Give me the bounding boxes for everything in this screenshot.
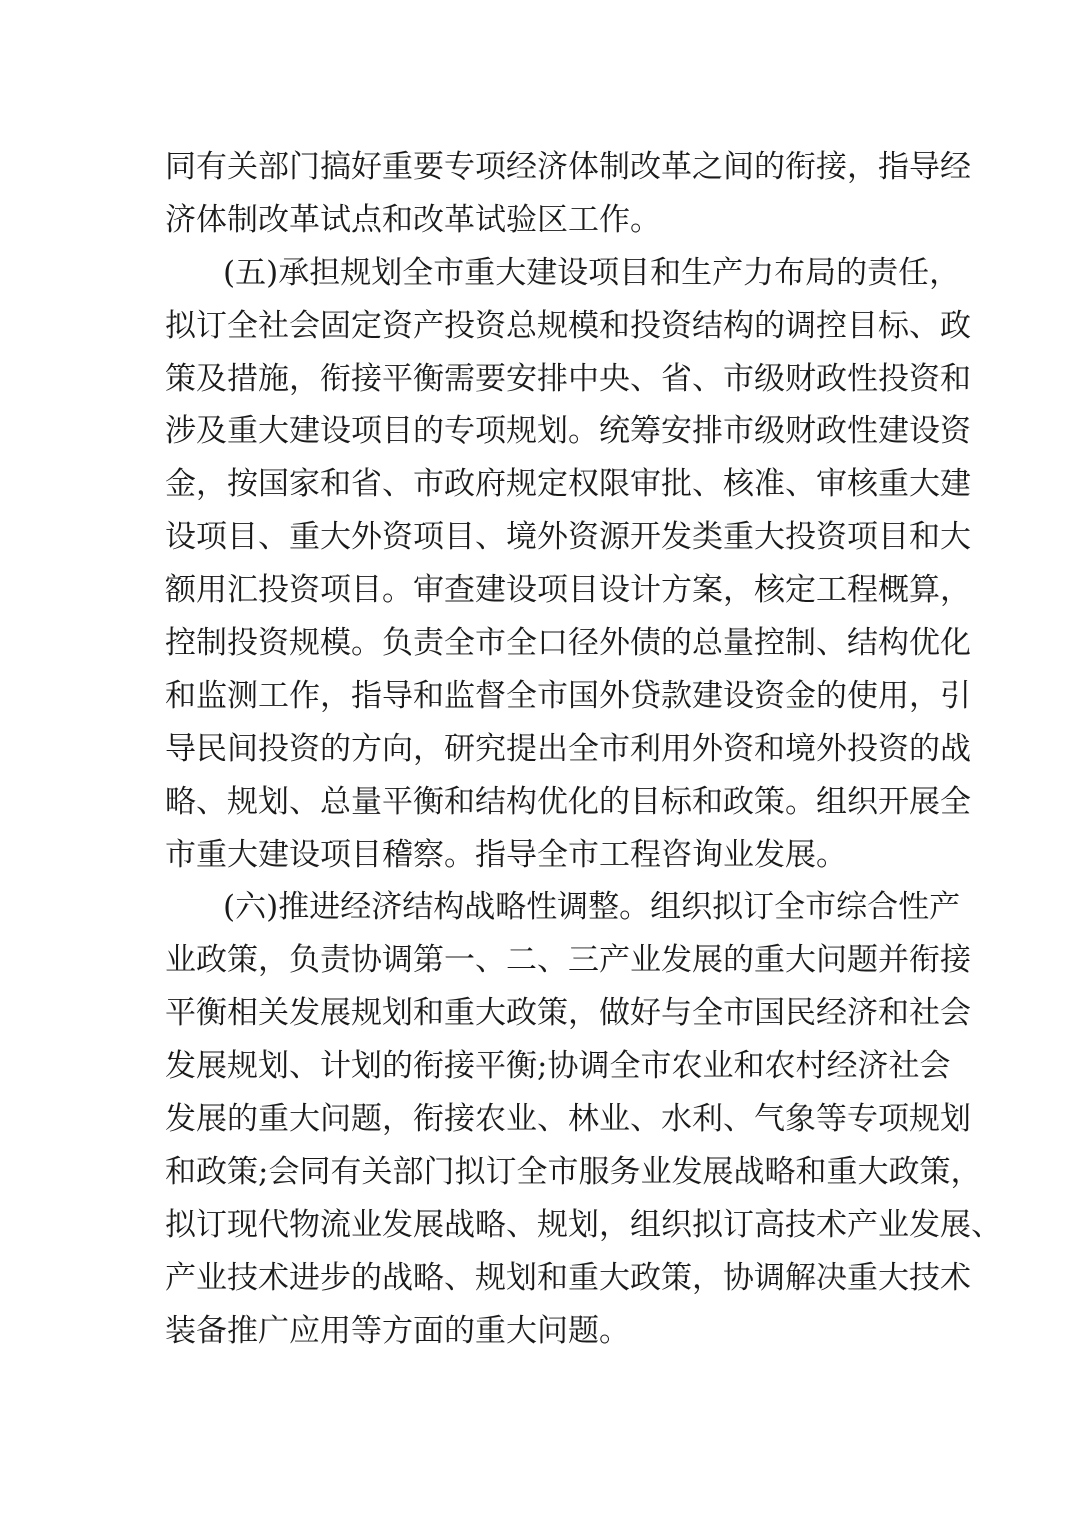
text-line: 略、规划、总量平衡和结构优化的目标和政策。组织开展全: [165, 783, 971, 820]
text-line: 和政策;会同有关部门拟订全市服务业发展战略和重大政策，: [165, 1153, 982, 1190]
text-line: 业政策，负责协调第一、二、三产业发展的重大问题并衔接: [165, 942, 971, 979]
text-line: 策及措施，衔接平衡需要安排中央、省、市级财政性投资和: [165, 360, 971, 397]
text-line: 和监测工作，指导和监督全市国外贷款建设资金的使用，引: [165, 677, 971, 714]
text-line: 拟订全社会固定资产投资总规模和投资结构的调控目标、政: [165, 307, 971, 344]
text-line: 济体制改革试点和改革试验区工作。: [165, 201, 661, 238]
text-line: 拟订现代物流业发展战略、规划，组织拟订高技术产业发展、: [165, 1206, 1002, 1243]
section-heading-line: (六)推进经济结构战略性调整。组织拟订全市综合性产: [223, 889, 961, 926]
text-line: 金，按国家和省、市政府规定权限审批、核准、审核重大建: [165, 466, 971, 503]
text-line: 发展的重大问题，衔接农业、林业、水利、气象等专项规划: [165, 1101, 971, 1138]
text-line: 平衡相关发展规划和重大政策，做好与全市国民经济和社会: [165, 995, 971, 1032]
text-line: 设项目、重大外资项目、境外资源开发类重大投资项目和大: [165, 519, 971, 556]
text-line: 装备推广应用等方面的重大问题。: [165, 1312, 630, 1349]
text-line: 发展规划、计划的衔接平衡;协调全市农业和农村经济社会: [165, 1048, 951, 1085]
text-line: 涉及重大建设项目的专项规划。统筹安排市级财政性建设资: [165, 413, 971, 450]
text-line: 控制投资规模。负责全市全口径外债的总量控制、结构优化: [165, 625, 971, 662]
text-line: 导民间投资的方向，研究提出全市利用外资和境外投资的战: [165, 730, 971, 767]
document-body: [165, 141, 1002, 1357]
text-line: 产业技术进步的战略、规划和重大政策，协调解决重大技术: [165, 1259, 971, 1296]
text-line: 市重大建设项目稽察。指导全市工程咨询业发展。: [165, 836, 847, 873]
text-line: 同有关部门搞好重要专项经济体制改革之间的衔接，指导经: [165, 149, 971, 185]
section-heading-line: (五)承担规划全市重大建设项目和生产力布局的责任，: [223, 254, 961, 291]
text-line: 额用汇投资项目。审查建设项目设计方案，核定工程概算，: [165, 572, 971, 609]
